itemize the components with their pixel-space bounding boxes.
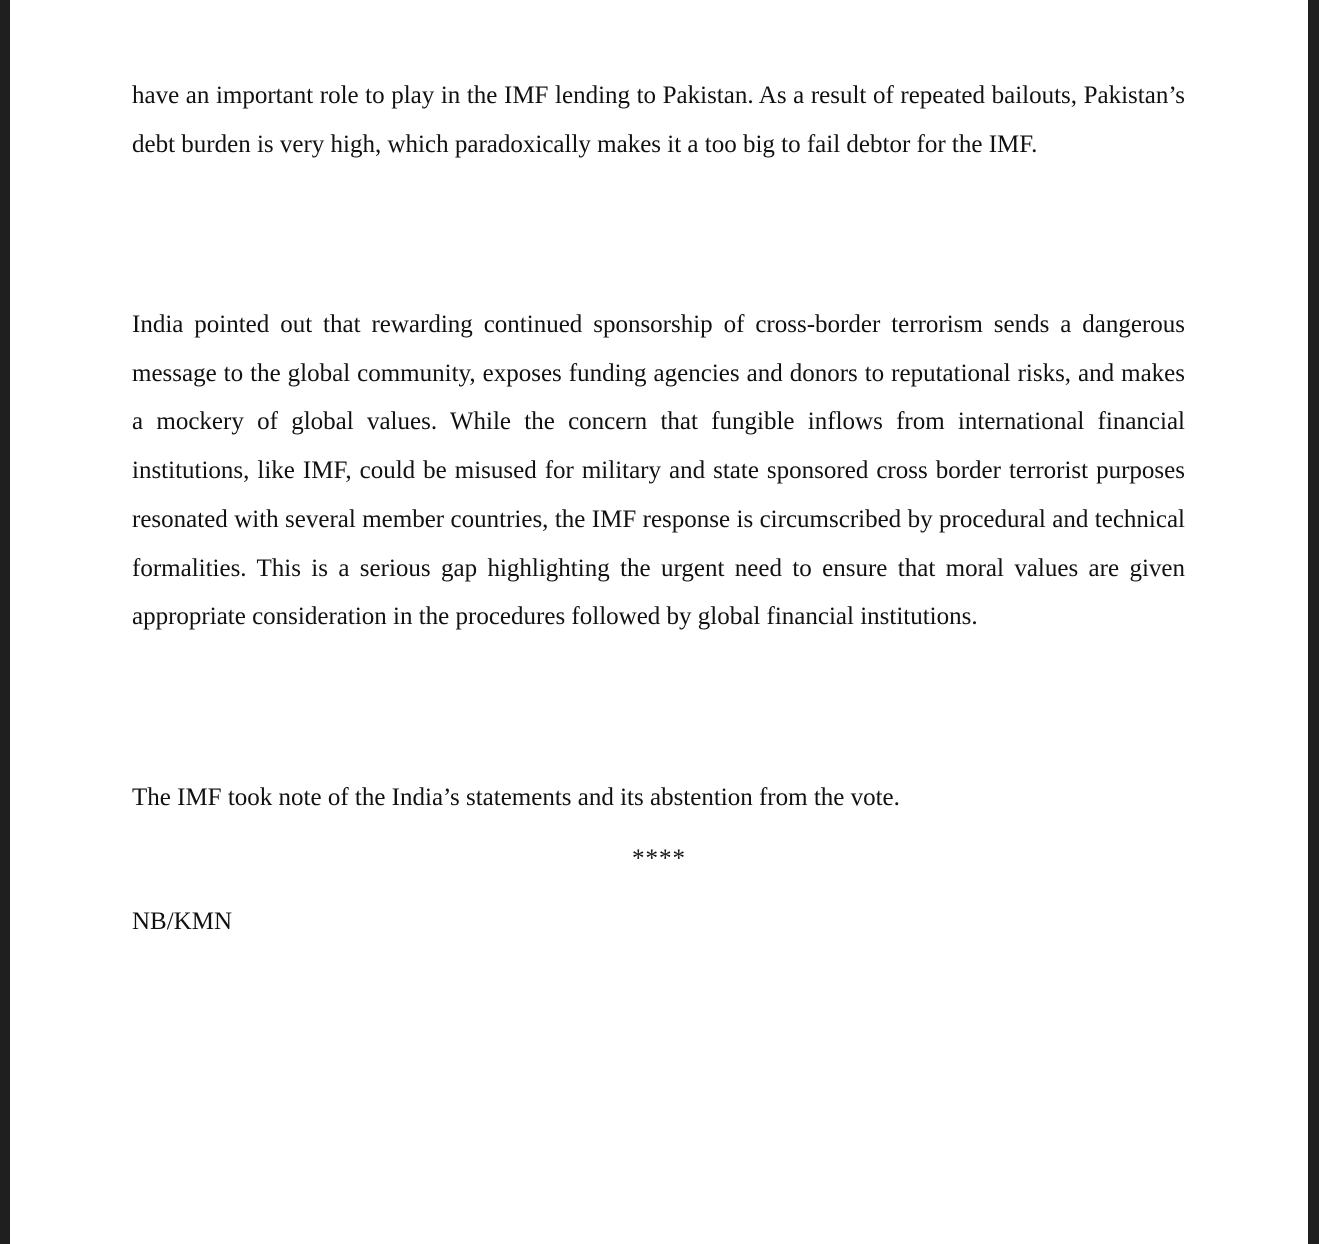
paragraph-imf-lending: have an important role to play in the IMF lending to Pakistan. As a result of repeated bailouts, Pakistan’s debt burden is very high, which paradoxically makes it a too big to fail debtor for the IMF. <box>132 82 1185 158</box>
section-separator: **** <box>632 845 686 872</box>
signature-initials: NB/KMN <box>132 908 233 935</box>
paragraph-india-concerns: India pointed out that rewarding continued sponsorship of cross-border terrorism sends a dangerous message to the global community, exposes funding agencies and donors to reputational risks, and makes a mockery of global values. While the concern that fungible inflows from international financial institutions, like IMF, could be misused for military and state sponsored cross border terrorist purposes resonated with several member countries, the IMF response is circumscribed by procedural and technical formalities. This is a serious gap highlighting the urgent need to ensure that moral values are given appropriate consideration in the procedures followed by global financial institutions. <box>132 311 1185 631</box>
paragraph-imf-note: The IMF took note of the India’s statements and its abstention from the vote. <box>132 784 900 811</box>
document-page <box>10 0 1308 1244</box>
